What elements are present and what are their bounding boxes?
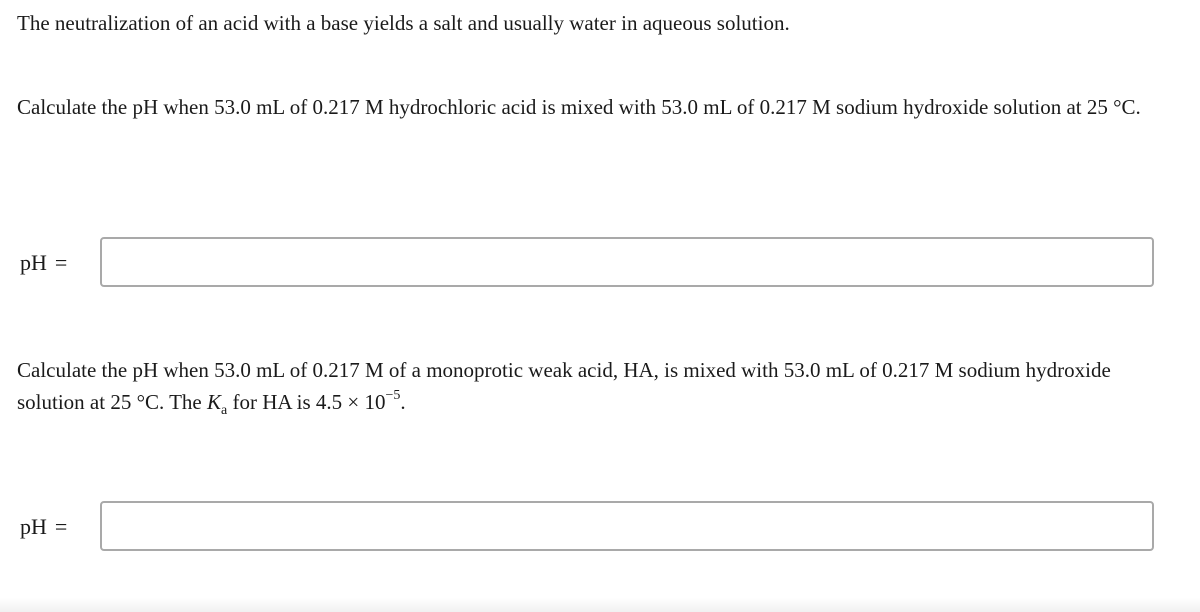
ph-answer-2-label bbox=[20, 512, 67, 542]
question-1-text: Calculate the pH when 53.0 mL of 0.217 M hydrochloric acid is mixed with 53.0 mL of 0.217 M sodium hydroxide solution at 25 °C. bbox=[17, 95, 1141, 119]
ph-label-text: pH bbox=[20, 250, 47, 275]
ka-subscript: a bbox=[221, 403, 228, 419]
intro-text: The neutralization of an acid with a base yields a salt and usually water in aqueous solution. bbox=[17, 11, 790, 35]
question-2-text bbox=[17, 354, 1177, 418]
ph-label-text: pH bbox=[20, 514, 47, 539]
question-2-text-before: Calculate the pH when 53.0 mL of 0.217 M of a monoprotic weak acid, HA, is mixed with 53.0 mL of 0.217 M sodium hydroxide solution at 25 °C. The bbox=[17, 358, 1111, 414]
equals-sign: = bbox=[54, 250, 68, 275]
ph-answer-1-label bbox=[20, 248, 67, 278]
ph-answer-1-input[interactable] bbox=[100, 237, 1154, 287]
equals-sign: = bbox=[54, 514, 68, 539]
bottom-divider bbox=[0, 598, 1200, 612]
exponent: −5 bbox=[385, 388, 401, 403]
question-2-text-middle: for HA is 4.5 × 10 bbox=[227, 390, 386, 414]
question-2-text-end: . bbox=[400, 390, 406, 414]
ph-answer-2-input[interactable] bbox=[100, 501, 1154, 551]
ka-symbol: K bbox=[207, 390, 222, 414]
